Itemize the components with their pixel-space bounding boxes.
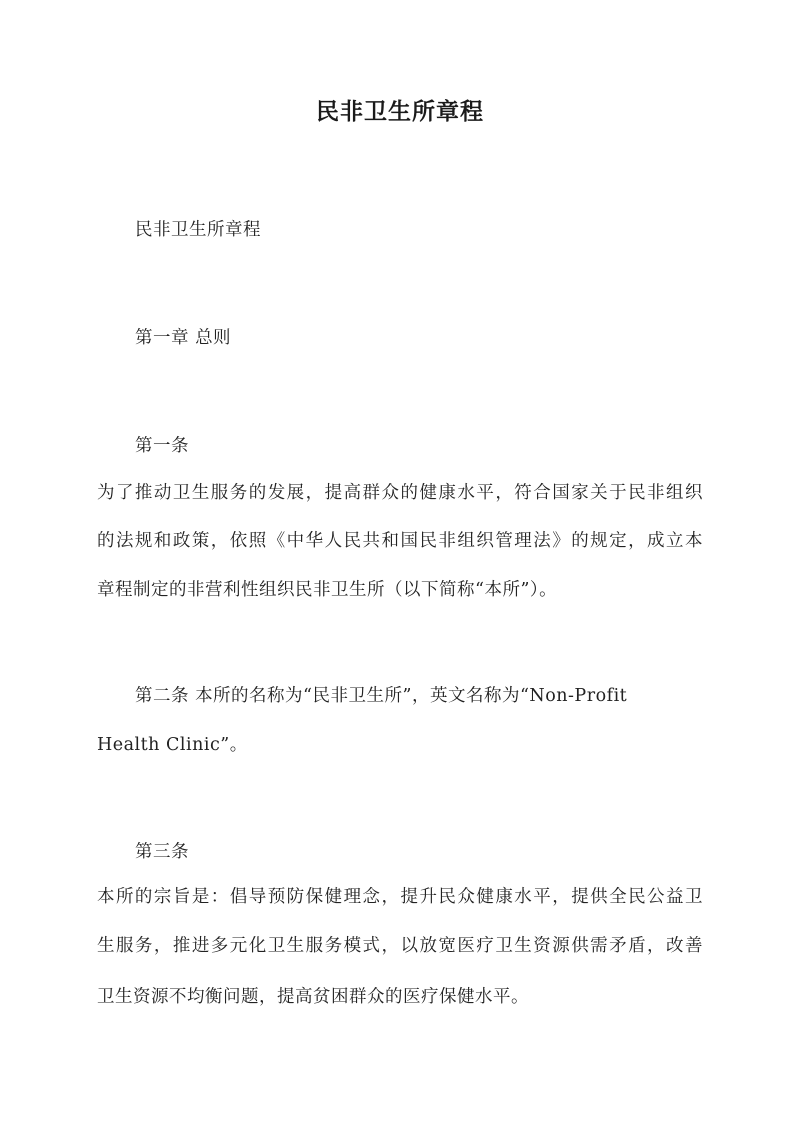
article-3-line-2: 生服务，推进多元化卫生服务模式，以放宽医疗卫生资源供需矛盾，改善 bbox=[97, 936, 703, 956]
article-2-line-1: 第二条 本所的名称为“民非卫生所”，英文名称为“Non-Profit bbox=[135, 686, 628, 706]
chapter-heading: 第一章 总则 bbox=[135, 328, 232, 348]
article-3-label: 第三条 bbox=[135, 842, 189, 862]
article-1-line-3: 章程制定的非营利性组织民非卫生所（以下简称“本所”）。 bbox=[97, 580, 558, 600]
document-title: 民非卫生所章程 bbox=[316, 98, 484, 125]
article-1-label: 第一条 bbox=[135, 436, 189, 456]
article-1-line-2: 的法规和政策，依照《中华人民共和国民非组织管理法》的规定，成立本 bbox=[97, 531, 703, 551]
article-3-line-1: 本所的宗旨是：倡导预防保健理念，提升民众健康水平，提供全民公益卫 bbox=[97, 887, 703, 907]
article-1-line-1: 为了推动卫生服务的发展，提高群众的健康水平，符合国家关于民非组织 bbox=[97, 483, 703, 503]
document-subtitle: 民非卫生所章程 bbox=[135, 220, 261, 240]
article-2-line-2: Health Clinic”。 bbox=[97, 735, 248, 755]
article-3-line-3: 卫生资源不均衡问题，提高贫困群众的医疗保健水平。 bbox=[97, 987, 529, 1007]
